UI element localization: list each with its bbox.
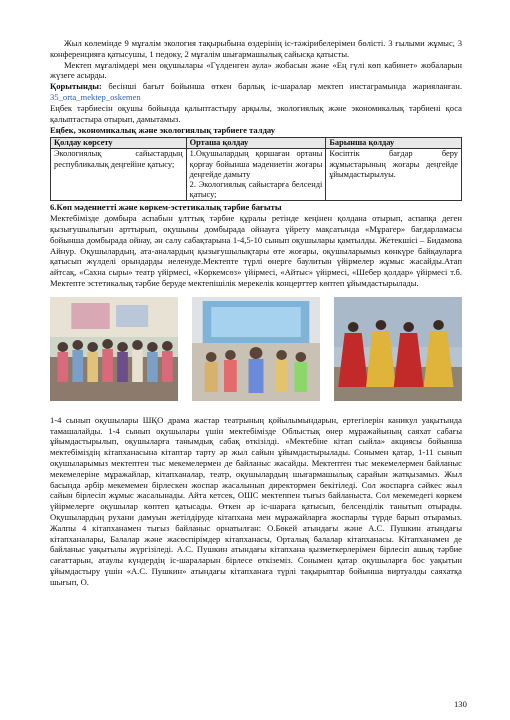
photo-dance-performance — [334, 297, 462, 401]
table-title: Еңбек, экономикалық және экологиялық тәрбиеге талдау — [50, 125, 276, 136]
analysis-table — [50, 137, 462, 201]
paragraph-theatre-museums: 1-4 сынып оқушылары ШҚО драма жастар театрының қойылымындарын, ертегілерін каникул уақытында тамашалайды. 1-4 сынып оқушылары үшін мектебімізде Облыстық өнер мұражайының саяхат сабағы ұйымдастырылып, оқушыларға танымдық сабақ өткізілді. «Мектебіне кітап сыйла» акциясы бойынша мектебіміздің кітапханасына кітаптар тарту әр жыл сайын ұйымдастырылады. Сонымен қатар, 1-11 сынып оқушыларымыз мектептен тыс мекемелермен де байланыс жасайды. Мектептен тыс мекемелермен байланыс мекемелеріне мұражайлар, кітапханалар, театр, оқушылардың шығармашылық сарайын жатқызамыз. Жыл басында әрбір мекемемен бірлескен жоспар жасалынып директормен бекітіледі. Сол жоспарға сәйкес жыл сайын бірлесіп жұмыс жасалынады. Айта кетсек, ОШС мектеппен тығыз байланыста. Сол мекемедегі көркем үйірмелерге оқушылар көптеп қатысады. Өткен әр іс-шараға қатысып, белсенділік танытып отырады. Оқушылардың рухани дамуын жетілдіруде кітапхана мен мұражайларға жоспарлы түрде барып отырамыз. Жалпы 4 кітапханамен тығыз байланыс орнатылған: О.Бөкей атындағы және А.С. Пушкин атындағы кітапханалары, Балалар және жасөспірімдер кітапханасы, Орталық балалар кітапханасы. Кітапханамен де байланыс уақытылы жүргізіледі. А.С. Пушкин атындағы кітапхана қызметкерлерімен бірлесіп ашық тәрбие сағаттарын, атаулы күндердің іс-шараларын бірлесе өткіземіз. Сонымен қатар оқушыларға бос уақытын ұйымдастыру үшін «А.С. Пушкин» атындағы кітапханаға түрлі тақырыптар бойынша виртуалды саяхатқа шығып, О. — [50, 414, 462, 587]
table-cell: Экологиялық сайыстардың республикалық деңгейіне қатысу; — [51, 149, 187, 201]
paragraph-projects: Мектеп мұғалімдері мен оқушылары «Гүлденген аула» жобасын және «Ең гүлі көп кабинет» жобаларын жүзеге асырды. — [50, 59, 462, 81]
table-cell: Көсіптік бағдар беру жұмыстарының жоғары деңгейде ұйымдастырылуы. — [326, 149, 462, 201]
paragraph-conclusion — [50, 81, 462, 103]
table-row — [51, 149, 462, 201]
paragraph-labor-education: Еңбек тәрбиесін оқушы бойында қалыптастыру арқылы, экологиялық және экономикалық тәрбиені қоса қалыптастыра отырып, дамытамыз. — [50, 102, 462, 124]
conclusion-text: бесінші бағыт бойынша өткен барлық іс-шаралар мектеп инстаграмында жарияланған. — [101, 81, 462, 92]
table-header: Барынша қолдау — [326, 138, 462, 149]
page-number: 130 — [454, 699, 467, 709]
paragraph-ecology-teachers: Жыл көлемінде 9 мұғалім экология тақырыбына өздерінің іс-тәжірибелерімен бөлісті. 3 ғылыми жұмыс, 3 конференцияға қатысушы, 1 педоку, 2 мұғалім шығармашылық сайысқа қатысты. — [50, 38, 462, 59]
instagram-link[interactable]: 35_orta_mektep_oskemen — [50, 91, 141, 102]
photo-school-event — [50, 297, 178, 401]
table-header-row — [51, 138, 462, 149]
photo-row — [50, 297, 462, 401]
table-header: Қолдау көрсету — [51, 138, 187, 149]
conclusion-label: Қорытынды: — [50, 81, 102, 92]
section6-body: Мектебімізде домбыра аспабын ұлттық тәрбие құралы ретінде кеңінен қолдана отырып, аспапқа деген қызығушылығын арттырып, оқушыны домбырада ойнауға үйрету мақсатында «Мұрагер» бағдарламасы бойынша домбырада ойнау, ән салу сабақтарына 1-4,5-10 сынып оқушылары қамтылды. Жетекшісі – Бидамова Айнур. Оқушылардың, ата-аналардың қызығушылықтары өте жоғары, оқушыларымыз көнкүре байқауларға қатысып жүлделі орындарды иеленуде.Мектепте түрлі өнерге баулитын үйірмелер жұмыс жасайды.Атап айтсақ, «Сахна сыры» театр үйірмесі, «Көркемсөз» үйірмесі, «Айтыс» үйірмесі, «Шебер қолдар» үйірмесі т.б. Мектепте эстетикалық тәрбие беруде мектепішілік мерекелік концерттер көптеп ұйымдастырылады. — [50, 213, 462, 288]
table-header: Орташа қолдау — [186, 138, 326, 149]
document-page — [50, 38, 462, 588]
photo-classroom-performance — [192, 297, 320, 401]
table-cell: 1.Оқушылардың қоршаған ортаны қорғау бойынша мәдениетін жоғары деңгейде дамыту 2. Экологиялық сайыстарға белсенді қатысу; — [186, 149, 326, 201]
section6-title: 6.Көп мәдениетті және көркем-эстетикалық тәрбие бағыты — [50, 202, 282, 213]
